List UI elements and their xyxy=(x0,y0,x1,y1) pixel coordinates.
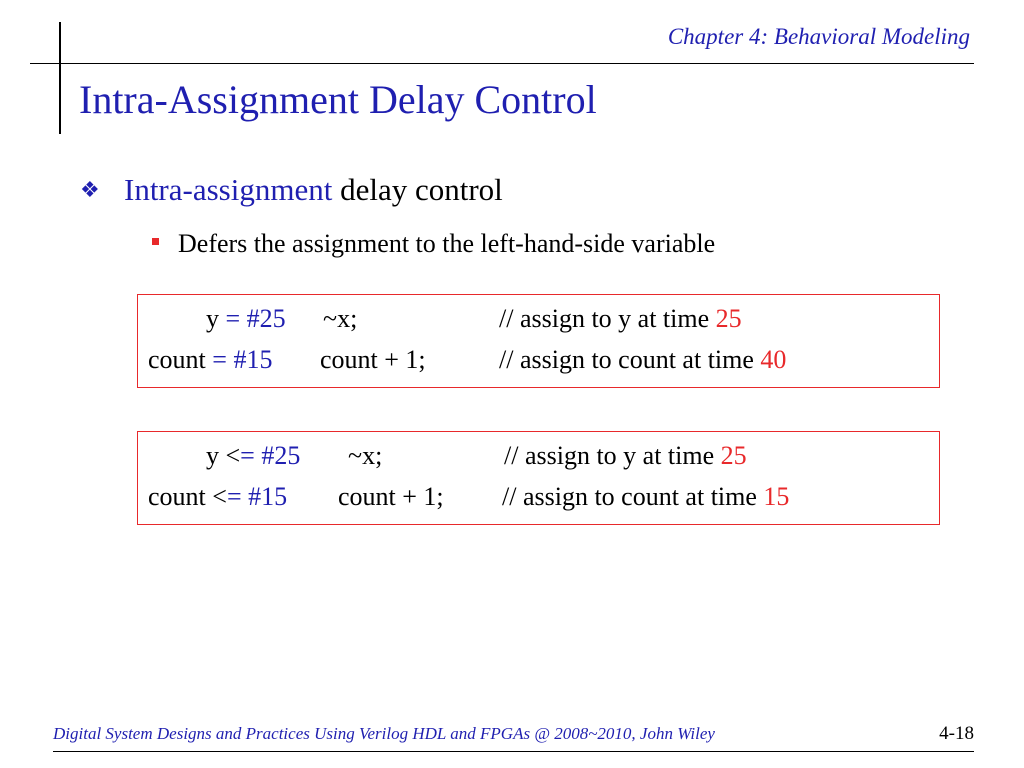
code-comment: // assign to y at time 25 xyxy=(504,441,747,470)
page-number: 4-18 xyxy=(939,723,974,744)
code-line xyxy=(138,441,939,477)
code-time: 40 xyxy=(760,345,787,374)
code-time: 15 xyxy=(763,482,790,511)
bullet-level1-text: delay control xyxy=(340,172,503,207)
diamond-bullet-icon: ❖ xyxy=(80,178,100,203)
header-horizontal-rule xyxy=(30,63,974,64)
header-vertical-rule xyxy=(59,22,61,134)
bullet-level1 xyxy=(80,172,503,208)
code-line xyxy=(138,345,939,381)
code-comment: // assign to count at time 15 xyxy=(502,482,790,511)
code-comment: // assign to count at time 40 xyxy=(499,345,787,374)
code-expr: ~x; xyxy=(323,304,358,333)
code-lhs: y = #25 xyxy=(206,304,286,333)
code-comment: // assign to y at time 25 xyxy=(499,304,742,333)
code-expr: count + 1; xyxy=(320,345,426,374)
footer-citation: Digital System Designs and Practices Using Verilog HDL and FPGAs @ 2008~2010, John Wiley xyxy=(53,724,715,743)
bullet-level2-text: Defers the assignment to the left-hand-side variable xyxy=(178,229,716,258)
code-line xyxy=(138,482,939,518)
footer-horizontal-rule xyxy=(53,751,974,752)
code-lhs: count <= #15 xyxy=(148,482,288,511)
code-lhs: y <= #25 xyxy=(206,441,301,470)
code-line xyxy=(138,304,939,340)
code-expr: count + 1; xyxy=(338,482,444,511)
code-expr: ~x; xyxy=(348,441,383,470)
code-time: 25 xyxy=(715,304,742,333)
code-box-blocking xyxy=(137,294,940,388)
bullet-level1-highlight: Intra-assignment xyxy=(124,172,333,207)
code-time: 25 xyxy=(720,441,747,470)
code-lhs: count = #15 xyxy=(148,345,273,374)
slide-title: Intra-Assignment Delay Control xyxy=(79,77,597,122)
code-box-nonblocking xyxy=(137,431,940,525)
square-bullet-icon xyxy=(152,238,159,245)
chapter-label: Chapter 4: Behavioral Modeling xyxy=(667,24,970,49)
bullet-level2 xyxy=(152,229,715,259)
